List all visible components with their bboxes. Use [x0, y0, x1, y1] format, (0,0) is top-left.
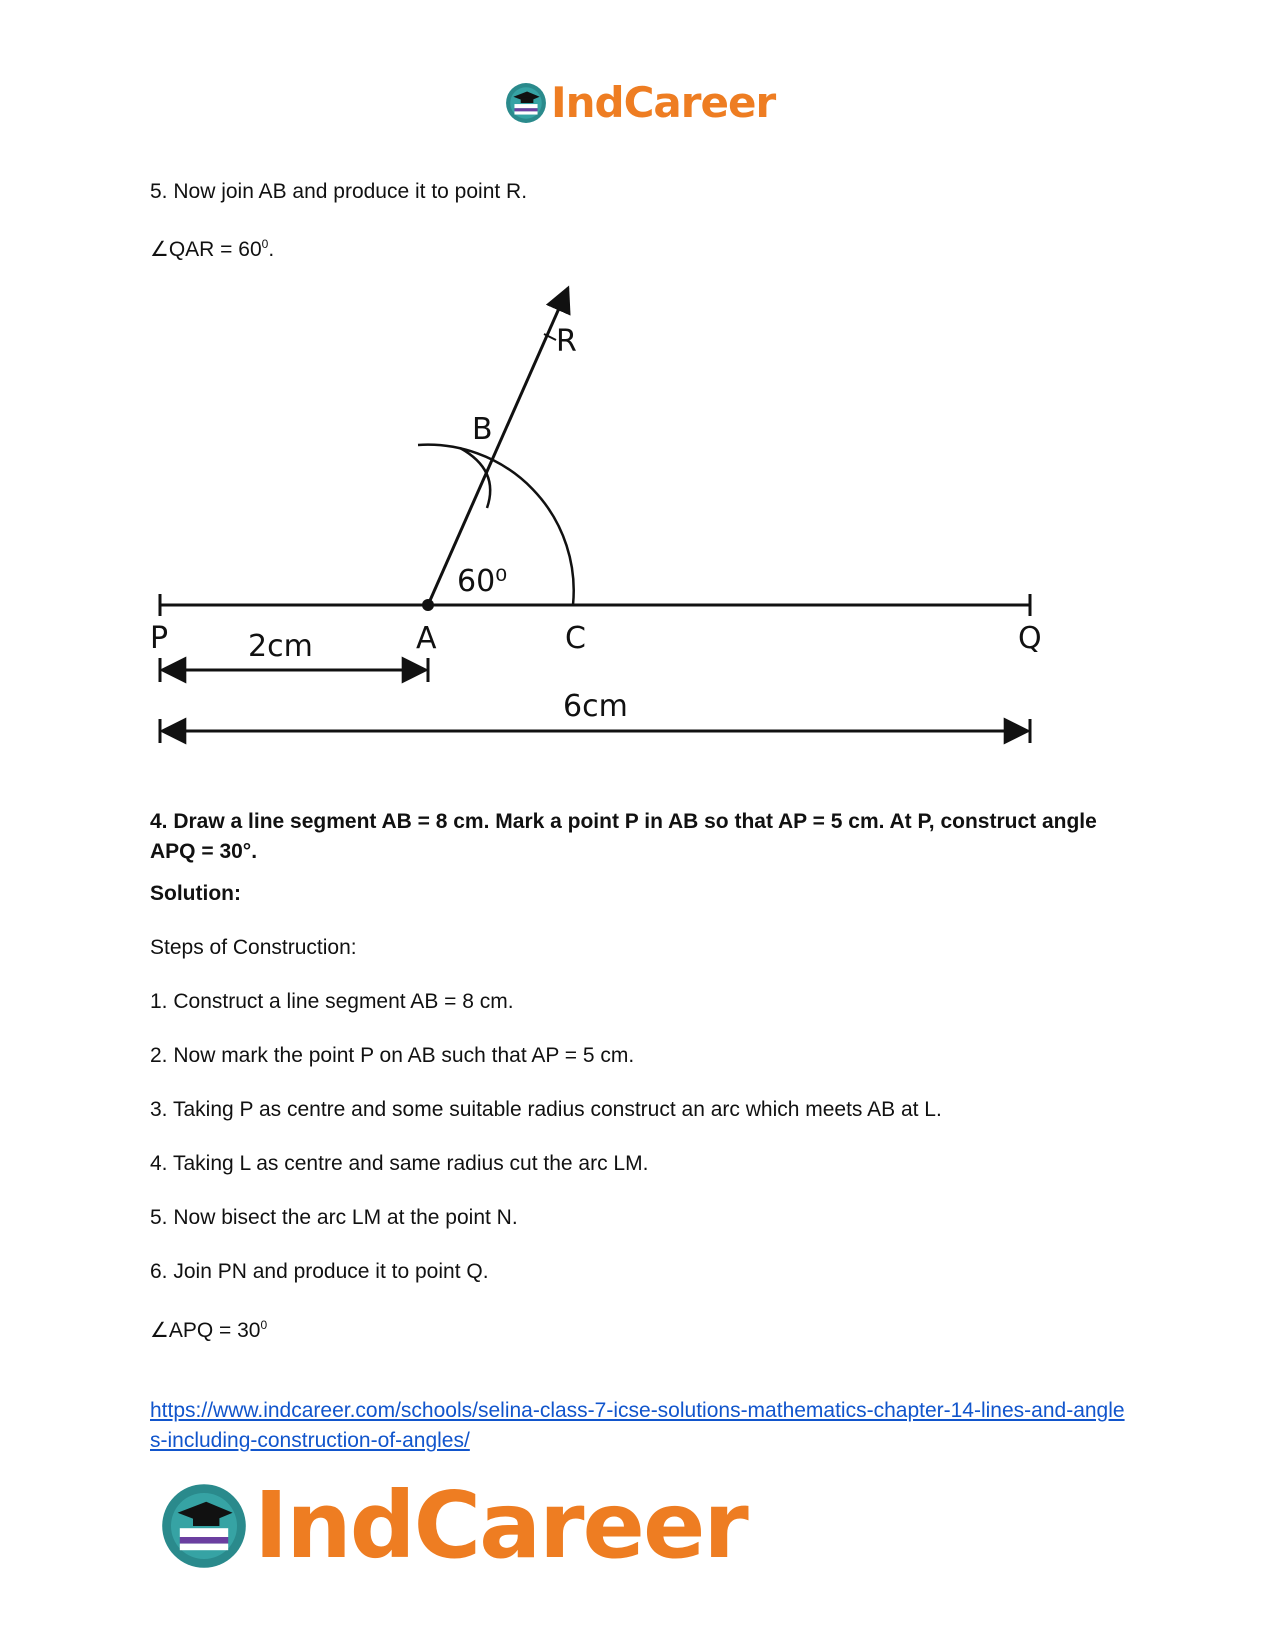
step-item-4: 4. Taking L as centre and same radius cut the arc LM.: [150, 1152, 649, 1175]
source-link[interactable]: https://www.indcareer.com/schools/selina-class-7-icse-solutions-mathematics-chapter-14-lines-and-angles-including-construction-of-angles/: [150, 1399, 1125, 1452]
label-p: P: [150, 621, 169, 656]
angle-apq-text: [150, 1310, 267, 1346]
indcareer-logo-header: [505, 78, 775, 127]
logo-text: IndCareer: [254, 1472, 747, 1579]
steps-heading: Steps of Construction:: [150, 936, 357, 959]
label-r: R: [556, 324, 577, 359]
graduation-book-icon: [160, 1482, 248, 1570]
angle-qar-degree: 0: [261, 237, 269, 251]
angle-apq-degree: 0: [260, 1318, 268, 1332]
label-2cm: 2cm: [248, 629, 313, 664]
step-item-1: 1. Construct a line segment AB = 8 cm.: [150, 990, 514, 1013]
indcareer-logo-footer: [160, 1472, 747, 1579]
label-6cm: 6cm: [563, 689, 628, 724]
label-b: B: [472, 412, 493, 447]
step-item-5: 5. Now bisect the arc LM at the point N.: [150, 1206, 518, 1229]
question-4: 4. Draw a line segment AB = 8 cm. Mark a point P in AB so that AP = 5 cm. At P, construct angle APQ = 30°.: [150, 810, 1097, 863]
graduation-book-icon: [505, 82, 547, 124]
angle-apq-value: ∠APQ = 30: [150, 1319, 261, 1342]
angle-qar-value: ∠QAR = 60: [150, 238, 262, 261]
label-a: A: [416, 621, 437, 656]
step-item-2: 2. Now mark the point P on AB such that AP = 5 cm.: [150, 1044, 635, 1067]
step-5-text: 5. Now join AB and produce it to point R.: [150, 180, 528, 203]
label-c: C: [565, 621, 586, 656]
label-angle-60: 60⁰: [457, 564, 508, 599]
solution-heading: Solution:: [150, 882, 241, 905]
step-item-6: 6. Join PN and produce it to point Q.: [150, 1260, 489, 1283]
label-q: Q: [1018, 621, 1042, 656]
angle-qar-text: [150, 229, 274, 265]
step-item-3: 3. Taking P as centre and some suitable radius construct an arc which meets AB at L.: [150, 1098, 942, 1121]
logo-text: IndCareer: [551, 78, 776, 127]
construction-diagram: [0, 270, 1275, 760]
angle-qar-period: .: [268, 238, 275, 261]
